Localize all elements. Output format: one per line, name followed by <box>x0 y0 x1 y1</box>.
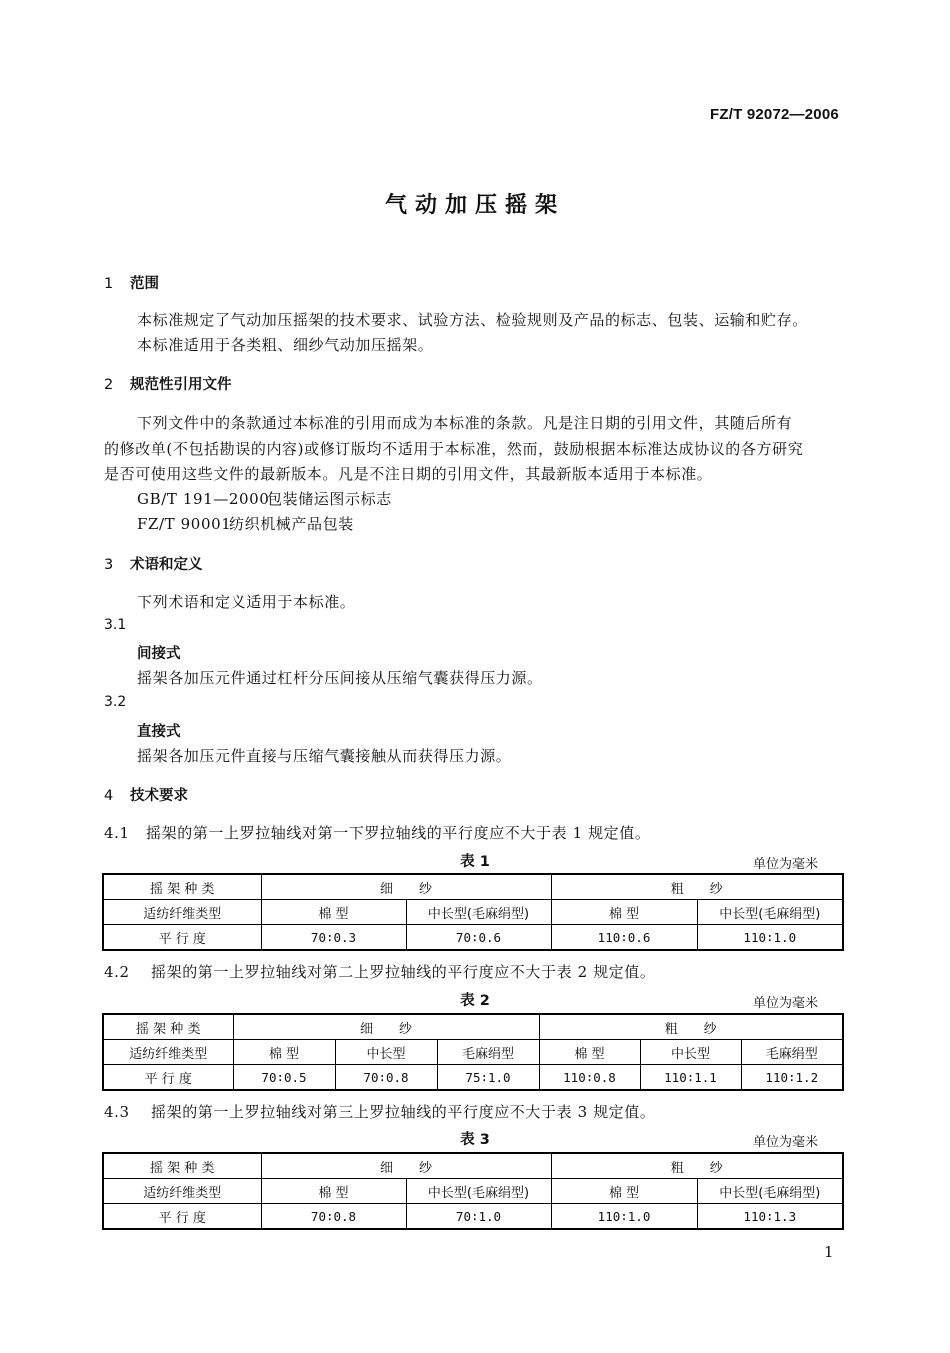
table-2-type-cell: 中长型 <box>335 1040 437 1065</box>
table-row <box>103 1179 843 1204</box>
section-2-line-3: 是否可使用这些文件的最新版本。凡是不注日期的引用文件，其最新版本适用于本标准。 <box>104 465 713 483</box>
table-3-unit: 单位为毫米 <box>753 1135 819 1150</box>
table-row <box>103 1065 843 1091</box>
table-3-value-cell: 110∶1.3 <box>697 1204 843 1230</box>
section-1-paragraph-2: 本标准适用于各类粗、细纱气动加压摇架。 <box>137 336 434 354</box>
table-2-value-cell: 110∶1.2 <box>741 1065 843 1091</box>
table-2-group-fine: 细 纱 <box>233 1014 539 1040</box>
section-2-line-1: 下列文件中的条款通过本标准的引用而成为本标准的条款。凡是注日期的引用文件，其随后所有 <box>137 414 793 432</box>
standard-code: FZ/T 92072—2006 <box>710 106 839 123</box>
table-3-row-label: 适纺纤维类型 <box>103 1179 261 1204</box>
table-1-group-fine: 细 纱 <box>261 874 551 900</box>
table-3-row-label: 平 行 度 <box>103 1204 261 1230</box>
table-1-type-cell: 中长型(毛麻绢型) <box>406 900 551 925</box>
table-3-caption: 表 3 <box>460 1132 490 1148</box>
table-1-value-cell: 70∶0.3 <box>261 925 406 951</box>
clause-4-3-number: 4.3 <box>104 1103 130 1121</box>
section-3-number: 3 <box>104 557 114 573</box>
table-1-type-cell: 中长型(毛麻绢型) <box>697 900 843 925</box>
section-2-number: 2 <box>104 377 114 393</box>
term-direct-definition: 摇架各加压元件直接与压缩气囊接触从而获得压力源。 <box>137 747 512 765</box>
section-3-heading <box>104 553 203 574</box>
clause-3-2-number: 3.2 <box>104 694 127 710</box>
table-2 <box>102 1013 844 1091</box>
table-1-value-cell: 70∶0.6 <box>406 925 551 951</box>
section-2-heading <box>104 373 232 394</box>
table-2-row-label: 平 行 度 <box>103 1065 233 1091</box>
section-4-heading <box>104 784 188 805</box>
clause-4-1-number: 4.1 <box>104 824 130 842</box>
clause-4-1 <box>104 822 650 843</box>
table-2-type-cell: 棉 型 <box>539 1040 640 1065</box>
section-1-heading <box>104 272 159 293</box>
table-1-unit: 单位为毫米 <box>753 857 819 872</box>
table-2-row-label: 摇 架 种 类 <box>103 1014 233 1040</box>
table-1 <box>102 873 844 951</box>
table-2-type-cell: 棉 型 <box>233 1040 335 1065</box>
reference-1-name: 包装储运图示标志 <box>267 490 392 508</box>
clause-4-3 <box>104 1101 655 1122</box>
reference-1-code: GB/T 191—2000 <box>137 490 270 508</box>
section-3-title: 术语和定义 <box>130 557 203 573</box>
section-1-number: 1 <box>104 276 114 292</box>
table-3 <box>102 1152 844 1230</box>
table-1-value-cell: 110∶1.0 <box>697 925 843 951</box>
reference-2 <box>137 513 354 534</box>
table-row <box>103 1153 843 1179</box>
section-2-title: 规范性引用文件 <box>130 377 232 393</box>
table-2-caption: 表 2 <box>460 993 490 1009</box>
table-3-value-cell: 70∶0.8 <box>261 1204 406 1230</box>
clause-4-3-text: 摇架的第一上罗拉轴线对第三上罗拉轴线的平行度应不大于表 3 规定值。 <box>151 1103 656 1121</box>
table-1-value-cell: 110∶0.6 <box>551 925 697 951</box>
table-1-row-label: 平 行 度 <box>103 925 261 951</box>
table-2-type-cell: 毛麻绢型 <box>741 1040 843 1065</box>
table-1-row-label: 适纺纤维类型 <box>103 900 261 925</box>
table-3-type-cell: 中长型(毛麻绢型) <box>406 1179 551 1204</box>
table-2-value-cell: 70∶0.8 <box>335 1065 437 1091</box>
term-indirect-definition: 摇架各加压元件通过杠杆分压间接从压缩气囊获得压力源。 <box>137 669 543 687</box>
table-2-group-roving: 粗 纱 <box>539 1014 843 1040</box>
page-number: 1 <box>824 1243 834 1261</box>
table-row <box>103 1204 843 1230</box>
table-2-value-cell: 70∶0.5 <box>233 1065 335 1091</box>
reference-2-code: FZ/T 90001 <box>137 515 232 533</box>
table-3-value-cell: 70∶1.0 <box>406 1204 551 1230</box>
table-2-value-cell: 110∶0.8 <box>539 1065 640 1091</box>
table-2-unit: 单位为毫米 <box>753 996 819 1011</box>
reference-2-name: 纺织机械产品包装 <box>229 515 354 533</box>
term-direct: 直接式 <box>137 724 181 740</box>
section-4-number: 4 <box>104 788 114 804</box>
table-2-value-cell: 75∶1.0 <box>437 1065 539 1091</box>
clause-4-1-text: 摇架的第一上罗拉轴线对第一下罗拉轴线的平行度应不大于表 1 规定值。 <box>146 824 651 842</box>
table-2-type-cell: 中长型 <box>640 1040 741 1065</box>
clause-4-2 <box>104 961 655 982</box>
table-1-type-cell: 棉 型 <box>551 900 697 925</box>
table-1-group-roving: 粗 纱 <box>551 874 843 900</box>
term-indirect: 间接式 <box>137 646 181 662</box>
section-1-title: 范围 <box>130 276 159 292</box>
clause-3-1-number: 3.1 <box>104 617 127 633</box>
table-2-row-label: 适纺纤维类型 <box>103 1040 233 1065</box>
table-2-value-cell: 110∶1.1 <box>640 1065 741 1091</box>
table-3-group-fine: 细 纱 <box>261 1153 551 1179</box>
section-1-paragraph-1: 本标准规定了气动加压摇架的技术要求、试验方法、检验规则及产品的标志、包装、运输和贮存。 <box>137 311 808 329</box>
table-2-type-cell: 毛麻绢型 <box>437 1040 539 1065</box>
table-3-row-label: 摇 架 种 类 <box>103 1153 261 1179</box>
clause-4-2-text: 摇架的第一上罗拉轴线对第二上罗拉轴线的平行度应不大于表 2 规定值。 <box>151 963 656 981</box>
table-1-type-cell: 棉 型 <box>261 900 406 925</box>
table-row <box>103 1014 843 1040</box>
section-3-paragraph: 下列术语和定义适用于本标准。 <box>137 593 356 611</box>
table-row <box>103 874 843 900</box>
reference-1 <box>137 488 392 509</box>
table-1-caption: 表 1 <box>460 854 490 870</box>
table-row <box>103 925 843 951</box>
table-3-type-cell: 棉 型 <box>261 1179 406 1204</box>
clause-4-2-number: 4.2 <box>104 963 130 981</box>
section-2-line-2: 的修改单(不包括勘误的内容)或修订版均不适用于本标准，然而，鼓励根据本标准达成协议的各方研究 <box>104 440 804 458</box>
table-row <box>103 900 843 925</box>
table-row <box>103 1040 843 1065</box>
table-3-type-cell: 棉 型 <box>551 1179 697 1204</box>
table-3-type-cell: 中长型(毛麻绢型) <box>697 1179 843 1204</box>
table-3-group-roving: 粗 纱 <box>551 1153 843 1179</box>
section-4-title: 技术要求 <box>130 788 188 804</box>
table-1-row-label: 摇 架 种 类 <box>103 874 261 900</box>
document-title: 气动加压摇架 <box>384 193 565 218</box>
table-3-value-cell: 110∶1.0 <box>551 1204 697 1230</box>
